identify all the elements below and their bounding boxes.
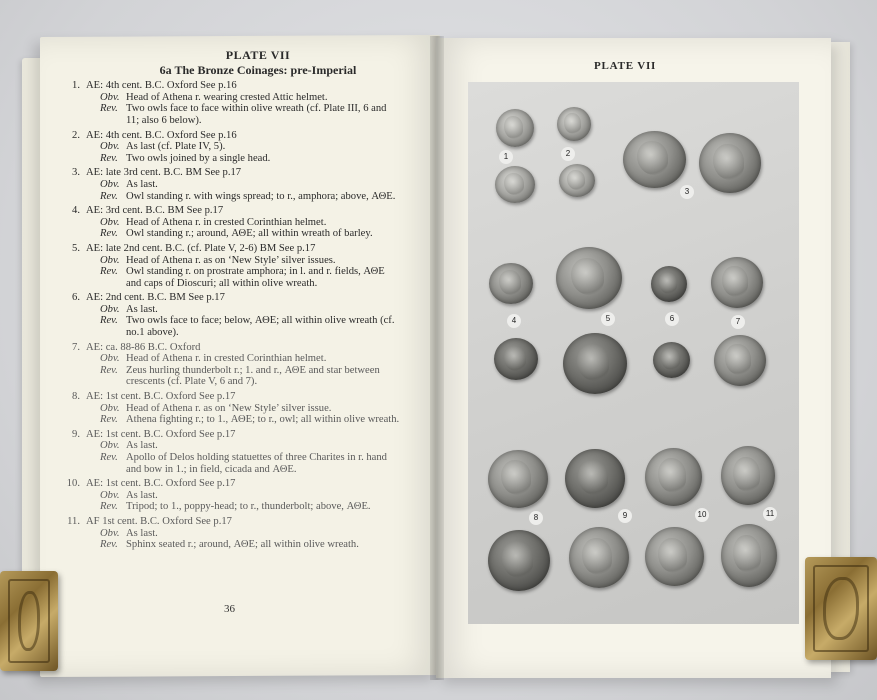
coin-8-obverse — [488, 450, 548, 508]
coin-7-obverse — [711, 257, 763, 308]
entry-side-label: Obv. — [100, 178, 120, 190]
entry-description: Athena fighting r.; to 1., ΑΘΕ; to r., owl; all within olive wreath. — [126, 414, 400, 426]
entry-line — [100, 191, 400, 203]
coin-1-obverse — [496, 109, 534, 147]
entry-number: 4. — [72, 205, 80, 217]
left-plate-title: PLATE VII — [225, 48, 291, 62]
entry-line — [100, 217, 400, 229]
entry-side-label: Obv. — [100, 527, 120, 539]
coin-3-obverse — [623, 131, 686, 188]
catalog-entry — [72, 391, 400, 426]
left-brass-holder — [0, 571, 58, 671]
entry-line — [100, 452, 400, 475]
entry-number: 9. — [72, 428, 80, 440]
entry-line — [100, 414, 400, 426]
entry-description: Owl standing r. on prostrate amphora; in l. and r. fields, ΑΘΕ and caps of Dioscuri; all within olive wreath. — [126, 266, 385, 289]
entry-heading: AE: 2nd cent. B.C. BM See p.17 — [86, 292, 225, 304]
coin-9-reverse — [569, 527, 629, 588]
entry-heading: AE: late 2nd cent. B.C. (cf. Plate V, 2-6) BM See p.17 — [86, 242, 316, 254]
catalog-entry — [72, 428, 400, 475]
entry-side-label: Obv. — [100, 303, 120, 315]
entry-number: 6. — [72, 292, 80, 304]
coin-label-7: 7 — [731, 315, 745, 329]
entry-side-label: Obv. — [100, 489, 120, 501]
right-plate-title: PLATE VII — [594, 60, 657, 72]
entry-side-label: Rev. — [100, 539, 118, 551]
entry-description: Owl standing r. with wings spread; to r., amphora; above, ΑΘΕ. — [126, 190, 396, 202]
coin-label-11: 11 — [763, 507, 777, 521]
coin-10-reverse — [645, 527, 704, 586]
coin-10-obverse — [645, 448, 702, 506]
catalog-entry — [72, 292, 400, 339]
entry-heading: AE: 4th cent. B.C. Oxford See p.16 — [86, 80, 237, 92]
entry-heading: AE: 4th cent. B.C. Oxford See p.16 — [86, 129, 237, 141]
coin-6-reverse — [653, 342, 690, 378]
entry-side-label: Rev. — [100, 364, 118, 376]
coin-7-reverse — [714, 335, 766, 386]
coin-4-obverse — [489, 263, 533, 304]
entry-number: 11. — [67, 515, 80, 527]
entry-line — [100, 315, 400, 338]
entry-side-label: Rev. — [100, 190, 118, 202]
entry-description: As last. — [126, 303, 158, 315]
entry-side-label: Obv. — [100, 440, 120, 452]
entry-side-label: Obv. — [100, 254, 120, 266]
entry-description: As last. — [126, 440, 158, 452]
entry-side-label: Obv. — [100, 353, 120, 365]
coin-4-reverse — [494, 338, 538, 380]
coin-1-reverse — [495, 166, 535, 203]
entry-description: As last (cf. Plate IV, 5). — [126, 141, 226, 153]
entry-line — [100, 179, 400, 191]
entry-number: 3. — [72, 167, 80, 179]
entry-description: As last. — [126, 527, 158, 539]
coin-11-reverse — [721, 524, 777, 587]
entry-side-label: Rev. — [100, 414, 118, 426]
entry-description: Head of Athena r. in crested Corinthian helmet. — [126, 216, 327, 228]
catalog-entry — [66, 478, 400, 513]
coin-11-obverse — [721, 446, 775, 505]
entry-side-label: Rev. — [100, 103, 118, 115]
catalog-entry — [72, 205, 400, 240]
entry-description: As last. — [126, 178, 158, 190]
catalog-entry — [72, 242, 400, 289]
entry-line — [100, 103, 400, 126]
entry-side-label: Obv. — [100, 402, 120, 414]
entry-line — [100, 440, 400, 452]
entry-number: 8. — [72, 391, 80, 403]
coin-label-1: 1 — [499, 150, 513, 164]
coin-9-obverse — [565, 449, 625, 508]
book-gutter — [430, 36, 444, 680]
entry-description: Sphinx seated r.; around, ΑΘΕ; all within olive wreath. — [126, 539, 359, 551]
entry-description: Two owls joined by a single head. — [126, 152, 271, 164]
entry-description: Two owls face to face within olive wreath (cf. Plate III, 6 and 11; also 6 below). — [126, 103, 387, 126]
entry-heading: AE: late 3rd cent. B.C. BM See p.17 — [86, 167, 242, 179]
entry-line — [100, 353, 400, 365]
entry-line — [100, 403, 400, 415]
right-brass-holder — [805, 557, 877, 660]
coin-label-6: 6 — [665, 312, 679, 326]
coin-label-5: 5 — [601, 312, 615, 326]
entry-line — [100, 141, 400, 153]
entry-description: Head of Athena r. in crested Corinthian helmet. — [126, 353, 327, 365]
entry-line — [100, 228, 400, 240]
entry-heading: AE: 1st cent. B.C. Oxford See p.17 — [86, 478, 236, 490]
coin-5-obverse — [556, 247, 622, 309]
entry-side-label: Rev. — [100, 315, 118, 327]
entry-description: Head of Athena r. as on ‘New Style’ silver issues. — [126, 254, 336, 266]
coin-label-9: 9 — [618, 509, 632, 523]
entry-heading: AF 1st cent. B.C. Oxford See p.17 — [86, 515, 232, 527]
coin-label-3: 3 — [680, 185, 694, 199]
entry-side-label: Obv. — [100, 91, 120, 103]
catalog-entry — [72, 129, 400, 165]
coin-5-reverse — [563, 333, 627, 394]
catalog-entry — [72, 167, 400, 202]
entry-description: Head of Athena r. as on ‘New Style’ silver issue. — [126, 402, 332, 414]
coin-label-2: 2 — [561, 147, 575, 161]
entry-heading: AE: 1st cent. B.C. Oxford See p.17 — [86, 428, 236, 440]
coin-3-reverse — [699, 133, 761, 193]
entry-list — [66, 80, 400, 551]
entry-description: Apollo of Delos holding statuettes of three Charites in r. hand and bow in 1.; in field, cicada and ΑΘΕ. — [126, 452, 387, 475]
entry-description: Tripod; to 1., poppy-head; to r., thunderbolt; above, ΑΘΕ. — [126, 501, 371, 513]
entry-line — [100, 304, 400, 316]
entry-side-label: Rev. — [100, 266, 118, 278]
entry-number: 1. — [72, 80, 80, 92]
entry-number: 5. — [72, 242, 80, 254]
entry-line — [100, 365, 400, 388]
entry-line — [100, 153, 400, 165]
coin-label-10: 10 — [695, 508, 709, 522]
coin-2-obverse — [557, 107, 591, 141]
entry-number: 7. — [72, 341, 80, 353]
entry-side-label: Rev. — [100, 452, 118, 463]
catalog-entry — [67, 515, 400, 551]
page-number: 36 — [224, 603, 235, 615]
entry-line — [100, 501, 400, 513]
coin-8-reverse — [488, 530, 550, 591]
catalog-entry — [72, 80, 400, 126]
entry-line — [100, 266, 400, 289]
entry-description: Owl standing r.; around, ΑΘΕ; all within wreath of barley. — [126, 228, 373, 240]
catalog-entry — [72, 341, 400, 388]
entry-side-label: Rev. — [100, 152, 118, 164]
entry-number: 10. — [66, 478, 80, 490]
plate-description — [66, 48, 400, 554]
entry-line — [100, 539, 400, 551]
entry-heading: AE: ca. 88-86 B.C. Oxford — [86, 341, 201, 353]
entry-heading: AE: 3rd cent. B.C. BM See p.17 — [86, 205, 224, 217]
entry-side-label: Obv. — [100, 141, 120, 153]
entry-line — [100, 528, 400, 540]
coin-6-obverse — [651, 266, 687, 302]
entry-side-label: Obv. — [100, 216, 120, 228]
entry-description: Two owls face to face; below, ΑΘΕ; all within olive wreath (cf. no.1 above). — [126, 315, 395, 339]
entry-description: Head of Athena r. wearing crested Attic helmet. — [126, 91, 328, 103]
entry-side-label: Rev. — [100, 228, 118, 240]
coin-label-8: 8 — [529, 511, 543, 525]
coin-label-4: 4 — [507, 314, 521, 328]
entry-description: As last. — [126, 489, 158, 501]
entry-heading: AE: 1st cent. B.C. Oxford See p.17 — [86, 391, 236, 403]
entry-description: Zeus hurling thunderbolt r.; 1. and r., ΑΘΕ and star between crescents (cf. Plate V, 6 and 7). — [126, 364, 380, 388]
entry-line — [100, 255, 400, 267]
entry-side-label: Rev. — [100, 501, 118, 513]
coin-2-reverse — [559, 164, 595, 197]
entry-line — [100, 92, 400, 104]
entry-number: 2. — [72, 129, 80, 141]
section-title: 6a The Bronze Coinages: pre-Imperial — [159, 62, 357, 77]
entry-line — [100, 490, 400, 502]
